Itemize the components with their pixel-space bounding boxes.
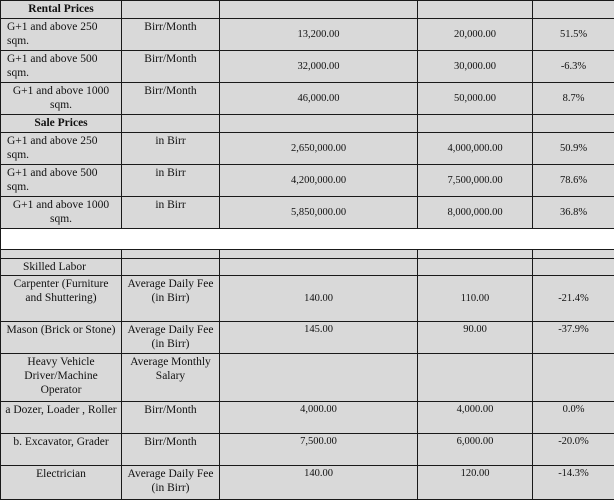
change-cell: 51.5%	[533, 19, 614, 51]
value-2-cell: 4,000,000.00	[418, 133, 533, 165]
value-2-cell: 7,500,000.00	[418, 165, 533, 197]
item-cell: Heavy Vehicle Driver/Machine Operator	[1, 354, 122, 402]
item-cell: Electrician	[1, 466, 122, 500]
rental-heading: Rental Prices	[1, 1, 122, 19]
table-row	[1, 434, 614, 466]
value-2-cell: 20,000.00	[418, 19, 533, 51]
table-row	[1, 165, 614, 197]
item-cell: Carpenter (Furniture and Shuttering)	[1, 276, 122, 322]
change-cell: -20.0%	[533, 434, 614, 466]
change-cell: 8.7%	[533, 83, 614, 115]
unit-cell: Average Monthly Salary	[122, 354, 220, 402]
section-heading-row	[1, 115, 614, 133]
unit-cell: in Birr	[122, 165, 220, 197]
change-cell	[533, 354, 614, 402]
item-cell: G+1 and above 500 sqm.	[1, 165, 122, 197]
item-cell: G+1 and above 1000 sqm.	[1, 197, 122, 229]
section-heading-row	[1, 1, 614, 19]
change-cell: -21.4%	[533, 276, 614, 322]
value-1-cell: 2,650,000.00	[220, 133, 418, 165]
item-cell: G+1 and above 1000 sqm.	[1, 83, 122, 115]
value-1-cell: 140.00	[220, 276, 418, 322]
value-2-cell: 90.00	[418, 322, 533, 354]
table-row	[1, 83, 614, 115]
table-row	[1, 354, 614, 402]
blank-separator-row	[1, 229, 614, 250]
change-cell: -37.9%	[533, 322, 614, 354]
table-row	[1, 276, 614, 322]
table-row	[1, 51, 614, 83]
change-cell: 36.8%	[533, 197, 614, 229]
table-row	[1, 466, 614, 500]
item-cell: b. Excavator, Grader	[1, 434, 122, 466]
table-row	[1, 19, 614, 51]
unit-cell: Average Daily Fee (in Birr)	[122, 276, 220, 322]
value-1-cell: 4,200,000.00	[220, 165, 418, 197]
labor-heading: Skilled Labor	[1, 259, 122, 276]
value-1-cell: 7,500.00	[220, 434, 418, 466]
change-cell: 78.6%	[533, 165, 614, 197]
spacer-row	[1, 250, 614, 259]
change-cell: 50.9%	[533, 133, 614, 165]
value-1-cell: 4,000.00	[220, 402, 418, 434]
unit-cell: Average Daily Fee (in Birr)	[122, 322, 220, 354]
item-cell: a Dozer, Loader , Roller	[1, 402, 122, 434]
value-1-cell: 13,200.00	[220, 19, 418, 51]
unit-cell: Birr/Month	[122, 19, 220, 51]
table-row	[1, 197, 614, 229]
value-2-cell: 4,000.00	[418, 402, 533, 434]
table-row	[1, 133, 614, 165]
value-2-cell: 30,000.00	[418, 51, 533, 83]
unit-cell: Birr/Month	[122, 51, 220, 83]
table-row	[1, 402, 614, 434]
value-2-cell: 120.00	[418, 466, 533, 500]
section-heading-row	[1, 259, 614, 276]
unit-cell: in Birr	[122, 197, 220, 229]
value-1-cell	[220, 354, 418, 402]
item-cell: G+1 and above 250 sqm.	[1, 19, 122, 51]
unit-cell: Average Daily Fee (in Birr)	[122, 466, 220, 500]
change-cell: 0.0%	[533, 402, 614, 434]
value-1-cell: 32,000.00	[220, 51, 418, 83]
change-cell: -6.3%	[533, 51, 614, 83]
value-1-cell: 5,850,000.00	[220, 197, 418, 229]
unit-cell: Birr/Month	[122, 402, 220, 434]
value-1-cell: 145.00	[220, 322, 418, 354]
value-1-cell: 140.00	[220, 466, 418, 500]
value-2-cell: 8,000,000.00	[418, 197, 533, 229]
unit-cell: in Birr	[122, 133, 220, 165]
value-1-cell: 46,000.00	[220, 83, 418, 115]
value-2-cell: 6,000.00	[418, 434, 533, 466]
value-2-cell: 110.00	[418, 276, 533, 322]
sale-heading: Sale Prices	[1, 115, 122, 133]
table-row	[1, 322, 614, 354]
value-2-cell: 50,000.00	[418, 83, 533, 115]
item-cell: Mason (Brick or Stone)	[1, 322, 122, 354]
item-cell: G+1 and above 500 sqm.	[1, 51, 122, 83]
unit-cell: Birr/Month	[122, 83, 220, 115]
value-2-cell	[418, 354, 533, 402]
change-cell: -14.3%	[533, 466, 614, 500]
unit-cell: Birr/Month	[122, 434, 220, 466]
item-cell: G+1 and above 250 sqm.	[1, 133, 122, 165]
